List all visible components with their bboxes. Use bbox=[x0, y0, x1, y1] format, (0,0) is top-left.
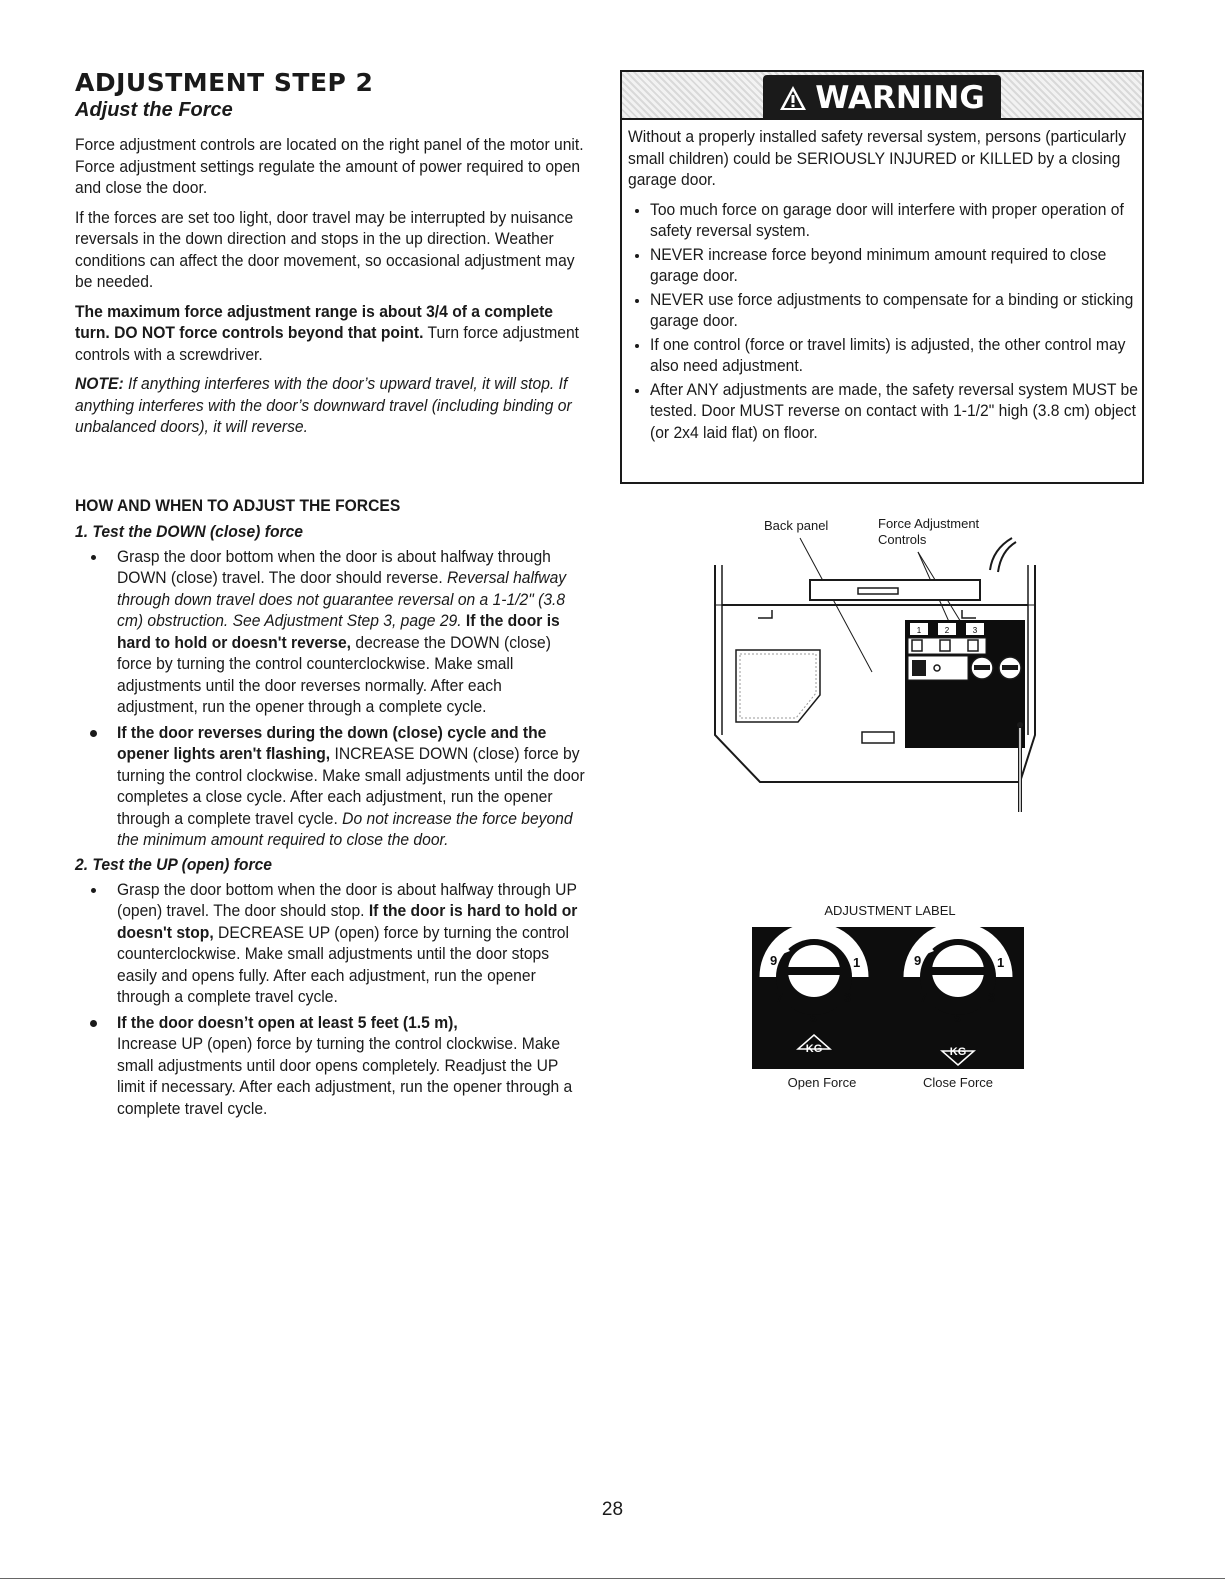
warning-body bbox=[622, 120, 1142, 443]
dial-number-9: 9 bbox=[770, 953, 778, 968]
dial-number-1: 1 bbox=[997, 955, 1005, 970]
warning-item-text: NEVER use force adjustments to compensate for a binding or sticking garage door. bbox=[650, 289, 1134, 330]
dial-number-7: 7 bbox=[920, 990, 928, 1005]
how-heading: HOW AND WHEN TO ADJUST THE FORCES bbox=[75, 495, 401, 515]
adjustment-label-title: ADJUSTMENT LABEL bbox=[824, 903, 956, 918]
warning-header bbox=[622, 72, 1142, 120]
kg-logo-close: KG bbox=[949, 1046, 967, 1058]
test-down-bold-text: If the door is hard to hold or doesn't reverse, bbox=[117, 611, 560, 652]
bullet-icon bbox=[635, 344, 639, 348]
intro-paragraph-1: Force adjustment controls are located on the right panel of the motor unit. Force adjustment settings regulate the amount of power required to open and close the door. bbox=[75, 135, 584, 197]
test-up-step-text: Grasp the door bottom when the door is about halfway through UP (open) travel. The door should stop. bbox=[117, 879, 577, 920]
test-up-title: 2. Test the UP (open) force bbox=[75, 854, 272, 874]
back-panel-label: Back panel bbox=[764, 518, 829, 533]
adjustment-label-diagram bbox=[740, 895, 1040, 1095]
test-down-title: 1. Test the DOWN (close) force bbox=[75, 521, 303, 541]
warning-title: WARNING bbox=[815, 80, 985, 116]
screwdriver-text: Turn force adjustment controls with a screwdriver. bbox=[75, 323, 580, 364]
test-up-rest-text-2: Increase UP (open) force by turning the control clockwise. Make small adjustments until door opens completely. Readjust the UP limit if necessary. After each adjustment, run the opener through a complete travel cycle. bbox=[117, 1034, 573, 1118]
dial-number-3: 3 bbox=[988, 990, 996, 1005]
terminal-1-label: 1 bbox=[916, 626, 922, 635]
force-adjustment-label: Force Adjustment bbox=[878, 516, 980, 531]
dial-number-5: 5 bbox=[954, 1011, 961, 1025]
power-cord bbox=[990, 538, 1012, 570]
force-adjustment-label-2: Controls bbox=[878, 532, 927, 547]
warning-intro: Without a properly installed safety reversal system, persons (particularly small children) could be SERIOUSLY INJURED or KILLED by a closing garage door. bbox=[628, 127, 1127, 189]
list-item bbox=[650, 289, 1134, 332]
note-paragraph bbox=[75, 373, 590, 438]
warning-badge bbox=[763, 75, 1001, 119]
test-down-italic-text: Reversal halfway through down travel does not guarantee reversal on a 1-1/2" (3.8 cm) obstruction. See Adjustment Step 3, page 29. bbox=[117, 568, 567, 630]
right-column bbox=[620, 70, 1150, 484]
open-force-caption: Open Force bbox=[787, 1075, 857, 1090]
dial-number-5: 5 bbox=[810, 1011, 817, 1025]
list-item bbox=[117, 722, 600, 851]
dial-number-9: 9 bbox=[914, 953, 922, 968]
bullet-icon bbox=[91, 555, 96, 560]
terminal-3-label: 3 bbox=[972, 626, 978, 635]
close-force-caption: Close Force bbox=[922, 1075, 994, 1090]
bottom-rule bbox=[0, 1578, 1225, 1579]
bullet-icon bbox=[635, 209, 639, 213]
list-item bbox=[650, 334, 1134, 377]
dial-number-7: 7 bbox=[776, 990, 784, 1005]
test-down-italic-text-2: Do not increase the force beyond the minimum amount required to close the door. bbox=[117, 808, 573, 849]
bullet-icon bbox=[635, 389, 639, 393]
bullet-icon bbox=[635, 299, 639, 303]
warning-box bbox=[620, 70, 1144, 484]
warning-item-text: After ANY adjustments are made, the safety reversal system MUST be tested. Door MUST reverse on contact with 1-1/2" high (3.8 cm) object (or 2x4 laid flat) on floor. bbox=[650, 379, 1138, 442]
warning-item-text: NEVER increase force beyond minimum amount required to close garage door. bbox=[650, 244, 1107, 285]
warning-triangle-icon bbox=[779, 85, 807, 111]
left-column bbox=[75, 68, 600, 1123]
list-item bbox=[650, 199, 1134, 242]
max-range-warning: The maximum force adjustment range is about 3/4 of a complete turn. DO NOT force controls beyond that point. bbox=[75, 301, 554, 342]
bullet-icon bbox=[91, 888, 96, 893]
list-item bbox=[117, 879, 600, 1008]
test-down-rest-text: decrease the DOWN (close) force by turning the control counterclockwise. Make small adjustments until the door reverses normally. After each adjustment, run the opener through a complete cycle. bbox=[117, 632, 551, 716]
intro-paragraph-3 bbox=[75, 301, 590, 366]
list-item bbox=[117, 546, 600, 718]
test-up-bold-text: If the door is hard to hold or doesn't stop, bbox=[117, 901, 578, 942]
test-up-rest-text: DECREASE UP (open) force by turning the control counterclockwise. Make small adjustments until the door stops easily and opens fully. After each adjustment, run the opener through a complete travel cycle. bbox=[117, 922, 569, 1006]
bullet-icon bbox=[90, 1020, 97, 1027]
dial-number-1: 1 bbox=[853, 955, 861, 970]
note-text: If anything interferes with the door’s upward travel, it will stop. If anything interferes with the door’s downward travel (including binding or unbalanced doors), it will reverse. bbox=[75, 374, 572, 436]
step-heading: ADJUSTMENT STEP 2 bbox=[75, 68, 374, 97]
test-up-bold-text-2: If the door doesn’t open at least 5 feet (1.5 m), bbox=[117, 1012, 458, 1032]
light-lens bbox=[736, 650, 820, 722]
bullet-icon bbox=[90, 730, 97, 737]
test-up-list bbox=[75, 879, 600, 1120]
step-subtitle: Adjust the Force bbox=[75, 99, 233, 121]
warning-item-text: Too much force on garage door will interfere with proper operation of safety reversal system. bbox=[650, 199, 1124, 240]
warning-list bbox=[628, 199, 1138, 444]
list-item bbox=[650, 244, 1134, 287]
page-number: 28 bbox=[601, 1499, 624, 1520]
dial-number-3: 3 bbox=[844, 990, 852, 1005]
test-down-step-text: Grasp the door bottom when the door is about halfway through DOWN (close) travel. The door should reverse. bbox=[117, 546, 551, 587]
test-down-rest-text-2: INCREASE DOWN (close) force by turning the control clockwise. Make small adjustments until the door completes a close cycle. After each adjustment, run the opener through a complete travel cycle. bbox=[117, 744, 585, 828]
note-label: NOTE: bbox=[75, 374, 124, 393]
bottom-window bbox=[862, 732, 894, 743]
list-item bbox=[650, 379, 1138, 444]
intro-paragraph-2: If the forces are set too light, door travel may be interrupted by nuisance reversals in the down direction and stops in the up direction. Weather conditions can affect the door movement, so occasional adjustment may be needed. bbox=[75, 207, 575, 291]
test-down-bold-text-2: If the door reverses during the down (close) cycle and the opener lights aren't flashing, bbox=[117, 722, 547, 763]
bullet-icon bbox=[635, 254, 639, 258]
terminal-2-label: 2 bbox=[944, 626, 950, 635]
list-item bbox=[117, 1012, 600, 1120]
test-down-list bbox=[75, 546, 600, 851]
back-panel-diagram bbox=[700, 510, 1060, 820]
kg-logo-open: KG bbox=[805, 1043, 823, 1055]
learn-button bbox=[912, 660, 926, 676]
warning-item-text: If one control (force or travel limits) is adjusted, the other control may also need adjustment. bbox=[650, 334, 1126, 375]
